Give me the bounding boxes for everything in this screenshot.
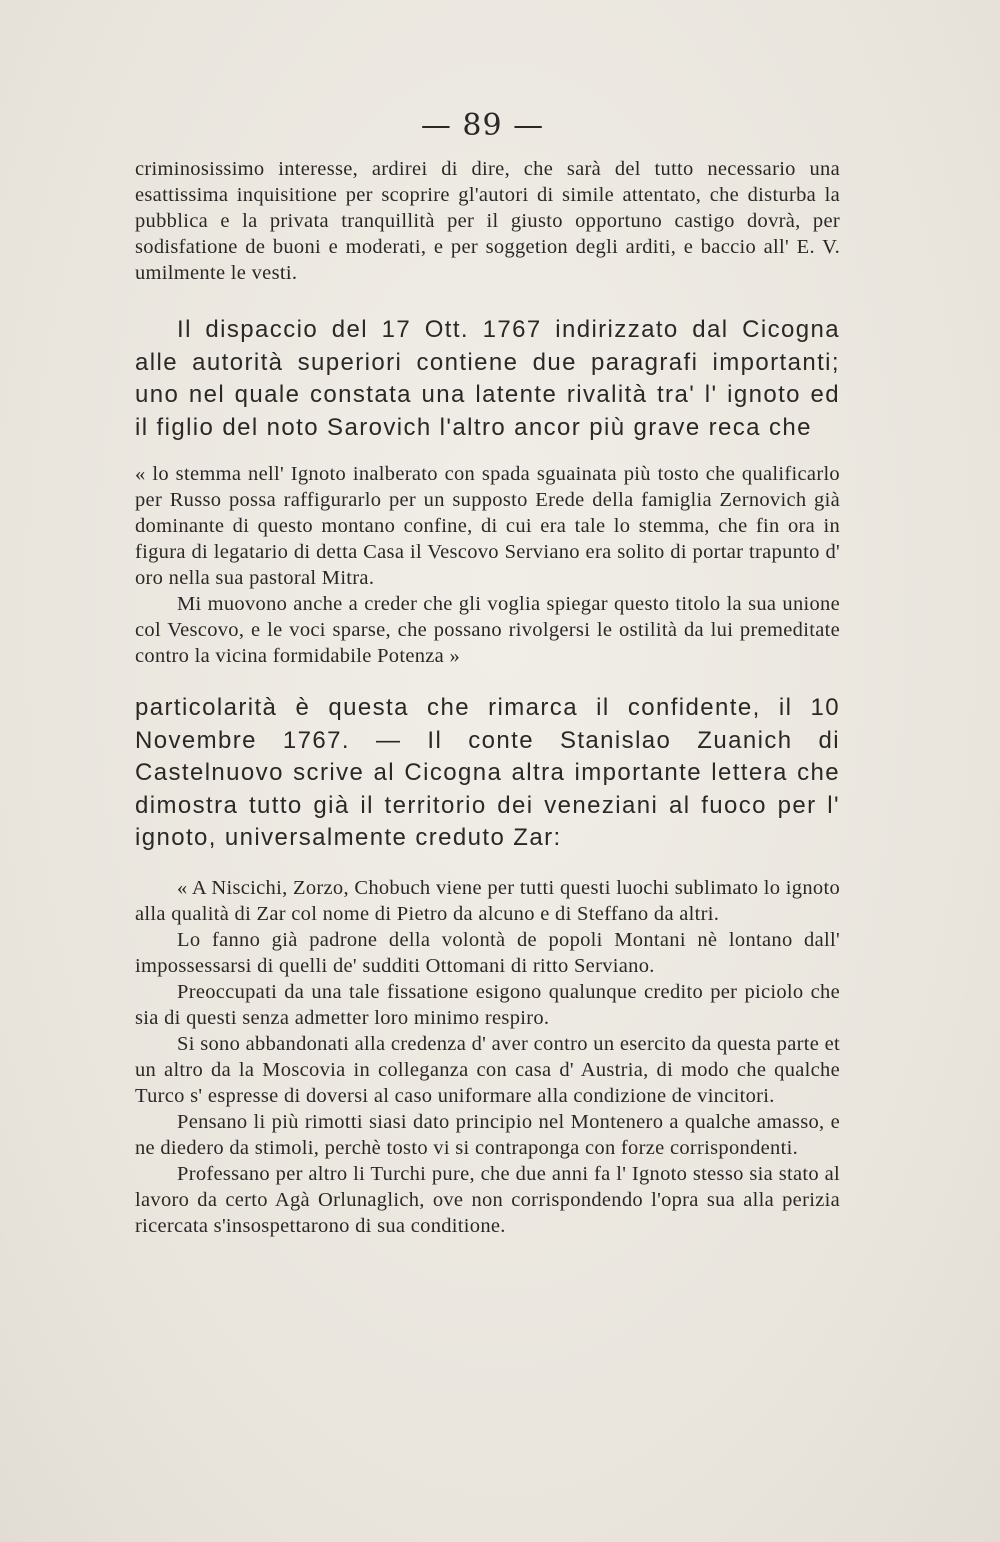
quote-paragraph: Pensano li più rimotti siasi dato principio nel Montenero a qualche amasso, e ne diedero da stimoli, perchè tosto vi si contraponga con forze corrispondenti. [135,1111,840,1159]
quote-paragraph: criminosissimo interesse, ardirei di dire, che sarà del tutto necessario una esattissima inquisitione per scoprire gl'autori di simile attentato, che disturba la pubblica e la privata tranquillità per il giusto opportuno castigo dovrà, per sodisfatione de buoni e moderati, e per soggetion degli arditi, e baccio all' E. V. umilmente le vesti. [135,158,840,284]
narrative-paragraph [135,314,840,444]
quote-paragraph: Professano per altro li Turchi pure, che due anni fa l' Ignoto stesso sia stato al lavoro da certo Agà Orlunaglich, ove non corrispondendo l'opra sua alla perizia ricercata s'insospettarono di sua conditione. [135,1163,840,1237]
quote-paragraph: Lo fanno già padrone della volontà de popoli Montani nè lontano dall' impossessarsi di quelli de' sudditi Ottomani di ritto Serviano. [135,929,840,977]
narrative-text: particolarità è questa che rimarca il confidente, il 10 Novembre 1767. — Il conte Stanislao Zuanich di Castelnuovo scrive al Cicogna altra importante lettera che dimostra tutto già il territorio dei veneziani al fuoco per l' ignoto, universalmente creduto Zar: [135,694,840,851]
quoted-dispatch [135,461,840,669]
narrative-paragraph [135,692,840,855]
quote-paragraph: Mi muovono anche a creder che gli voglia spiegar questo titolo la sua unione col Vescovo, e le voci sparse, che possano rivolgersi le ostilità da lui premeditate contro la vicina formidabile Potenza » [135,593,840,667]
page-number: — 89 — [420,108,545,143]
quoted-letter [135,875,840,1239]
quoted-letter-ending [135,156,840,286]
narrative-text: Il dispaccio del 17 Ott. 1767 indirizzato dal Cicogna alle autorità superiori contiene due paragrafi importanti; uno nel quale constata una latente rivalità tra' l' ignoto ed il figlio del noto Sarovich l'altro ancor più grave reca che [135,316,840,441]
quote-paragraph: « lo stemma nell' Ignoto inalberato con spada sguainata più tosto che qualificarlo per Russo possa raffigurarlo per un supposto Erede della famiglia Zernovich già dominante di questo montano confine, di cui era tale lo stemma, che fin ora in figura di legatario di detta Casa il Vescovo Serviano era solito di portar trapunto d' oro nella sua pastoral Mitra. [135,463,840,589]
quote-paragraph: Si sono abbandonati alla credenza d' aver contro un esercito da questa parte et un altro da la Moscovia in colleganza con casa d' Austria, di modo che qualche Turco s' espresse di doversi al caso uniformare alla condizione de vincitori. [135,1033,840,1107]
quote-paragraph: Preoccupati da una tale fissatione esigono qualunque credito per piciolo che sia di questi senza admetter loro minimo respiro. [135,981,840,1029]
quote-paragraph: « A Niscichi, Zorzo, Chobuch viene per tutti questi luochi sublimato lo ignoto alla qualità di Zar col nome di Pietro da alcuno e di Steffano da altri. [135,877,840,925]
